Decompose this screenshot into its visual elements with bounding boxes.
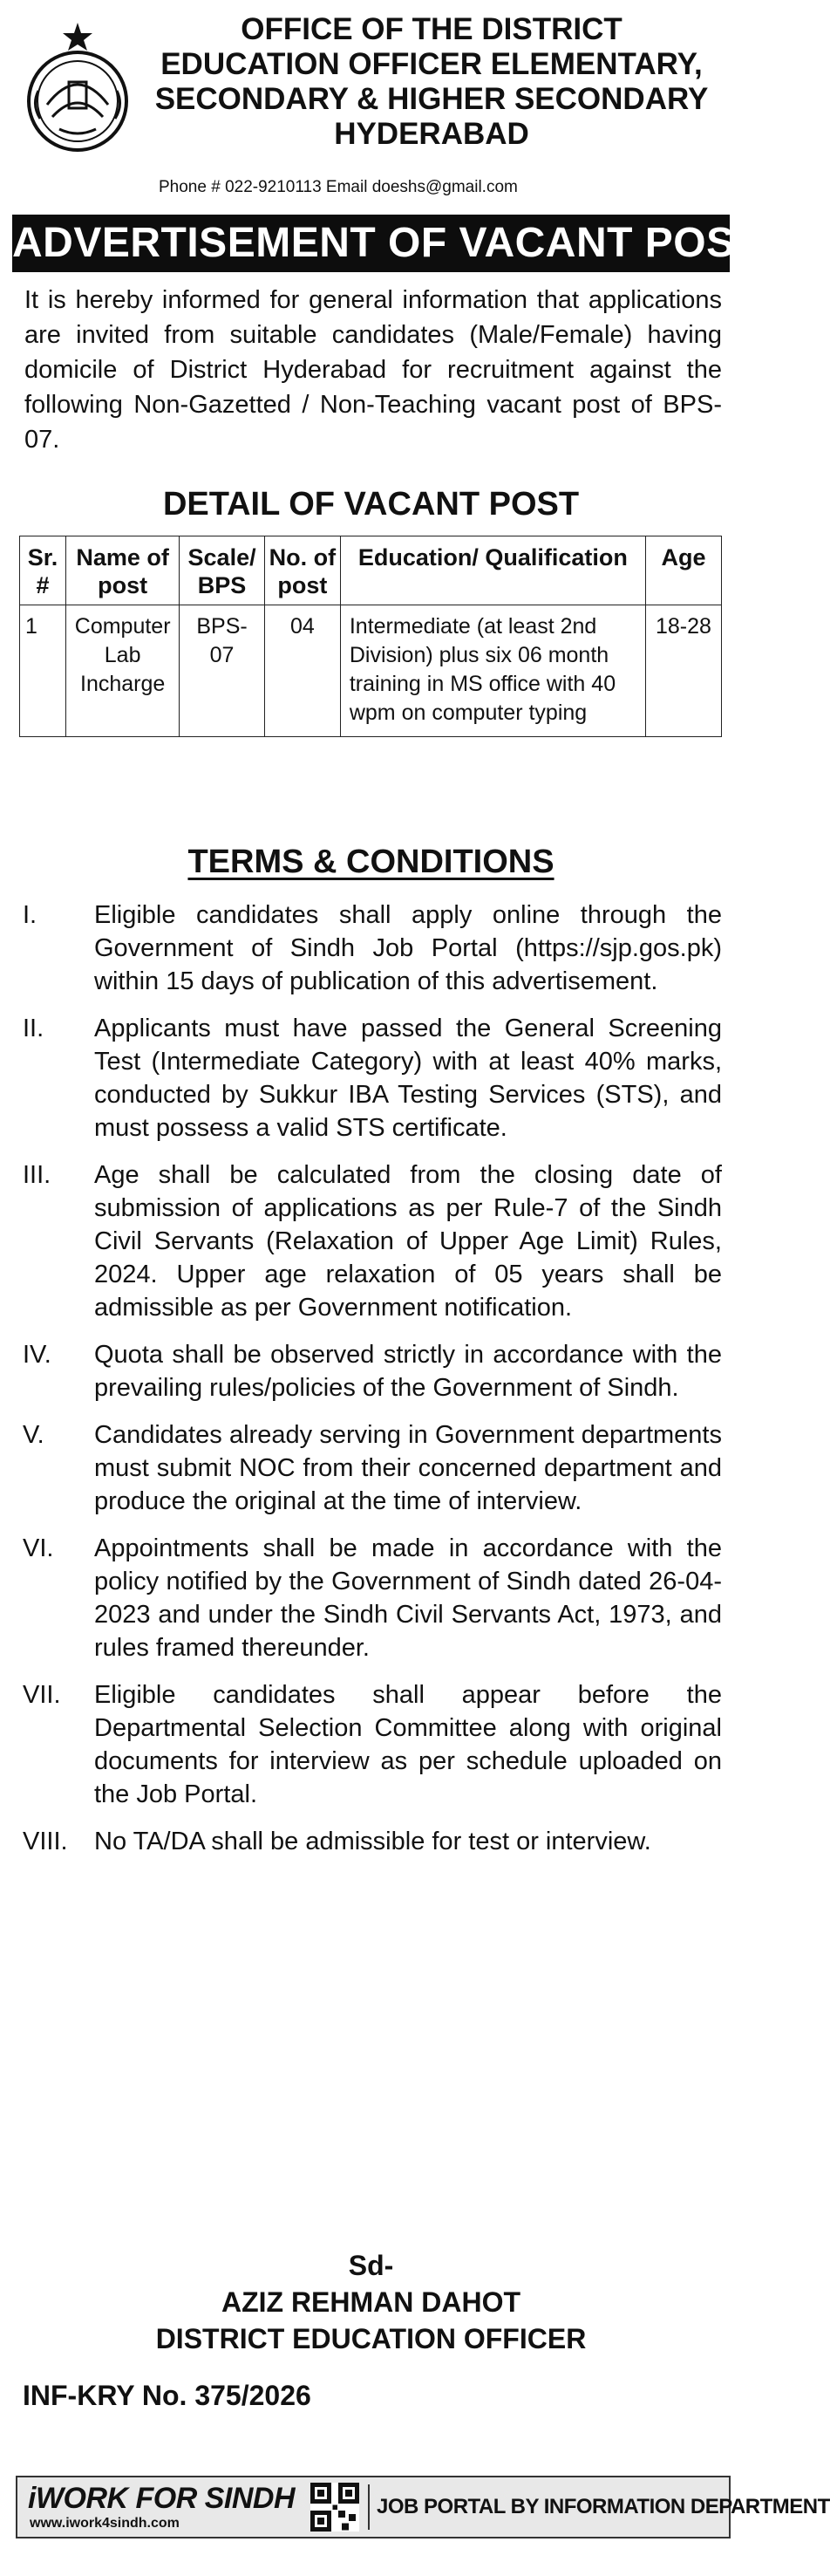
header-no-of-post: No. of post: [264, 536, 340, 605]
term-text: Applicants must have passed the General Screening Test (Intermediate Category) with at least 40% marks, conducted by Sukkur IBA Testing Services (STS), and must possess a valid STS certificate.: [94, 1015, 722, 1142]
footer-portal-text: JOB PORTAL BY INFORMATION DEPARTMENT: [377, 2495, 830, 2518]
office-title-line-4: HYDERABAD: [334, 117, 529, 151]
footer-divider: [368, 2484, 370, 2530]
terms-heading: TERMS & CONDITIONS: [187, 844, 554, 880]
office-title-line-2: EDUCATION OFFICER ELEMENTARY,: [160, 47, 703, 81]
cell-scale: BPS-07: [180, 605, 265, 737]
term-number: VI.: [23, 1534, 54, 1562]
advertisement-banner: ADVERTISEMENT OF VACANT POSTS: [12, 215, 730, 272]
contact-info: Phone # 022-9210113 Email doeshs@gmail.com: [159, 178, 518, 196]
office-title: [131, 12, 732, 152]
term-item: [23, 1158, 722, 1324]
sindh-emblem-icon: [21, 21, 134, 152]
term-text: Appointments shall be made in accordance with the policy notified by the Government of Sindh dated 26-04-2023 and under the Sindh Civil Servants Act, 1973, and rules framed thereunder.: [94, 1534, 722, 1662]
office-title-line-3: SECONDARY & HIGHER SECONDARY: [154, 82, 709, 116]
inf-kry-number: INF-KRY No. 375/2026: [23, 2380, 311, 2411]
cell-count: 04: [264, 605, 340, 737]
cell-age: 18-28: [645, 605, 721, 737]
term-item: [23, 1338, 722, 1404]
term-item: [23, 1532, 722, 1664]
table-header-row: [20, 536, 722, 605]
qr-code-icon: [310, 2483, 359, 2532]
term-item: [23, 1012, 722, 1145]
table-row: [20, 605, 722, 737]
header-education: Education/ Qualification: [340, 536, 645, 605]
term-number: II.: [23, 1015, 44, 1042]
terms-list: [23, 899, 722, 1872]
term-item: [23, 899, 722, 998]
term-number: VIII.: [23, 1828, 68, 1855]
term-item: [23, 1678, 722, 1811]
term-number: VII.: [23, 1681, 61, 1709]
term-item: [23, 1418, 722, 1518]
term-number: III.: [23, 1161, 51, 1189]
office-title-line-1: OFFICE OF THE DISTRICT: [241, 12, 622, 46]
cell-post-name: Computer Lab Incharge: [66, 605, 180, 737]
term-number: IV.: [23, 1341, 51, 1369]
header-name-of-post: Name of post: [66, 536, 180, 605]
term-text: No TA/DA shall be admissible for test or interview.: [94, 1828, 651, 1855]
signatory-name: AZIZ REHMAN DAHOT: [221, 2286, 521, 2318]
vacant-post-heading: DETAIL OF VACANT POST: [162, 486, 580, 523]
intro-paragraph: It is hereby informed for general information that applications are invited from suitable candidates (Male/Female) having domicile of District Hyderabad for recruitment against the following Non-Gazetted / Non-Teaching vacant post of BPS-07.: [24, 286, 722, 454]
header-scale-bps: Scale/ BPS: [180, 536, 265, 605]
term-number: V.: [23, 1421, 44, 1449]
term-text: Eligible candidates shall apply online through the Government of Sindh Job Portal (https://sjp.gos.pk) within 15 days of publication of this advertisement.: [94, 901, 722, 995]
signature-sd: Sd-: [348, 2250, 394, 2281]
term-text: Quota shall be observed strictly in accordance with the prevailing rules/policies of the Government of Sindh.: [94, 1341, 722, 1402]
term-item: [23, 1825, 722, 1858]
footer-brand: iWORK FOR SINDH: [28, 2482, 296, 2515]
signature-block: [0, 2247, 742, 2357]
footer-bar: [16, 2476, 830, 2538]
signatory-designation: DISTRICT EDUCATION OFFICER: [155, 2323, 587, 2354]
term-number: I.: [23, 901, 37, 929]
cell-education: Intermediate (at least 2nd Division) plus six 06 month training in MS office with 40 wpm on computer typing: [340, 605, 645, 737]
footer-url[interactable]: www.iwork4sindh.com: [30, 2516, 180, 2531]
vacant-posts-table: [19, 536, 722, 737]
term-text: Candidates already serving in Government departments must submit NOC from their concerned department and produce the original at the time of interview.: [94, 1421, 722, 1515]
cell-sr: 1: [20, 605, 66, 737]
header-sr: Sr. #: [20, 536, 66, 605]
term-text: Eligible candidates shall appear before the Departmental Selection Committee along with original documents for interview as per schedule uploaded on the Job Portal.: [94, 1681, 722, 1808]
term-text: Age shall be calculated from the closing date of submission of applications as per Rule-7 of the Sindh Civil Servants (Relaxation of Upper Age Limit) Rules, 2024. Upper age relaxation of 05 years shall be admissible as per Government notification.: [94, 1161, 722, 1322]
office-header: [0, 12, 742, 178]
header-age: Age: [645, 536, 721, 605]
